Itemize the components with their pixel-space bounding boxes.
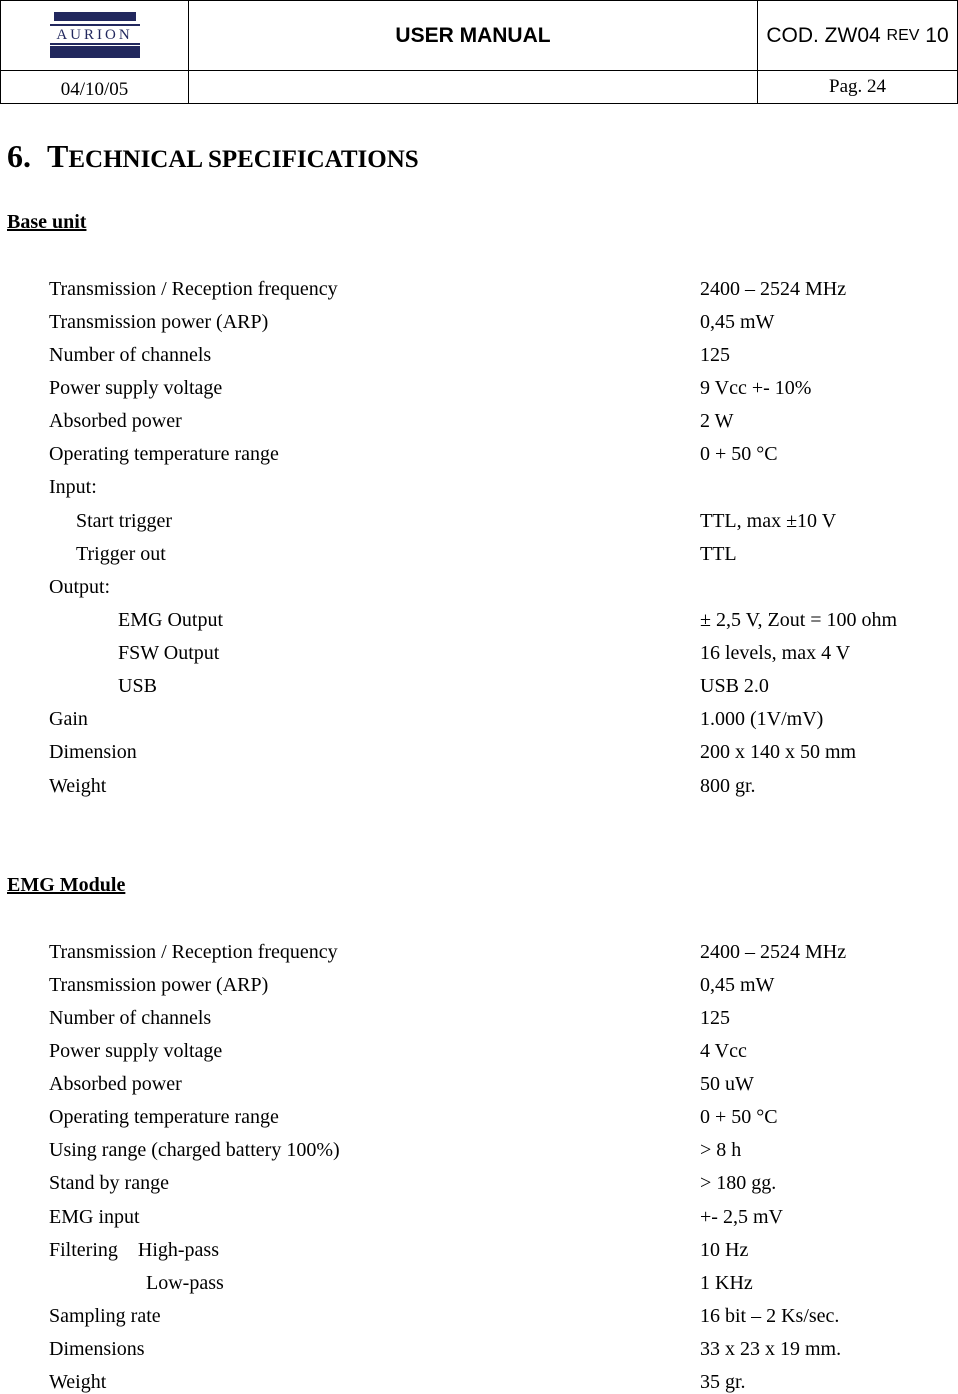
emg-spec-value: 50 uW: [700, 1073, 754, 1095]
logo-cell: [0, 0, 189, 71]
emg-spec-value: 0,45 mW: [700, 974, 775, 996]
base-spec-label: Weight: [49, 775, 107, 797]
base-spec-label: Number of channels: [49, 344, 212, 366]
emg-spec-label: Low-pass: [146, 1272, 224, 1294]
base-spec-value: 2400 – 2524 MHz: [700, 278, 847, 300]
aurion-logo: [48, 12, 142, 60]
emg-spec-label: Stand by range: [49, 1172, 169, 1194]
logo-text: AURION: [56, 26, 133, 43]
emg-spec-value: 16 bit – 2 Ks/sec.: [700, 1305, 840, 1327]
base-spec-value: 2 W: [700, 410, 734, 432]
base-spec-label: Input:: [49, 476, 97, 498]
rev-number: 10: [925, 23, 949, 47]
emg-spec-label: Filtering High-pass: [49, 1239, 219, 1261]
code-prefix: COD. ZW04: [766, 23, 881, 47]
emg-spec-label: Power supply voltage: [49, 1040, 223, 1062]
emg-spec-value: 0 + 50 °C: [700, 1106, 778, 1128]
base-spec-label: EMG Output: [118, 609, 223, 631]
base-spec-label: Start trigger: [76, 510, 173, 532]
emg-spec-label: Transmission / Reception frequency: [49, 941, 338, 963]
base-spec-label: Operating temperature range: [49, 443, 279, 465]
base-spec-value: 800 gr.: [700, 775, 756, 797]
emg-spec-value: 10 Hz: [700, 1239, 749, 1261]
base-spec-value: TTL, max ±10 V: [700, 510, 837, 532]
base-spec-value: 9 Vcc +- 10%: [700, 377, 812, 399]
emg-spec-value: 125: [700, 1007, 730, 1029]
base-spec-label: Power supply voltage: [49, 377, 223, 399]
emg-spec-label: Dimensions: [49, 1338, 145, 1360]
base-spec-label: Trigger out: [76, 543, 166, 565]
base-spec-value: TTL: [700, 543, 737, 565]
base-spec-value: ± 2,5 V, Zout = 100 ohm: [700, 609, 898, 631]
section-title-cap: T: [47, 138, 69, 174]
base-unit-heading: Base unit: [7, 211, 87, 233]
emg-spec-value: +- 2,5 mV: [700, 1206, 783, 1228]
logo-bar-bottom: [50, 46, 140, 58]
rev-label: REV: [886, 26, 920, 44]
emg-spec-value: > 180 gg.: [700, 1172, 777, 1194]
header-empty-cell: [188, 70, 758, 104]
base-spec-label: Transmission power (ARP): [49, 311, 269, 333]
emg-spec-label: Transmission power (ARP): [49, 974, 269, 996]
base-spec-value: 125: [700, 344, 730, 366]
base-spec-label: FSW Output: [118, 642, 220, 664]
base-spec-label: Output:: [49, 576, 111, 598]
base-spec-label: Transmission / Reception frequency: [49, 278, 338, 300]
document-header: [0, 0, 958, 104]
base-spec-value: 16 levels, max 4 V: [700, 642, 851, 664]
base-spec-label: Dimension: [49, 741, 137, 763]
base-spec-label: Gain: [49, 708, 88, 730]
section-title: [7, 138, 419, 175]
emg-spec-label: Absorbed power: [49, 1073, 182, 1095]
manual-title: USER MANUAL: [188, 0, 758, 71]
base-spec-value: USB 2.0: [700, 675, 769, 697]
emg-spec-value: 35 gr.: [700, 1371, 746, 1393]
base-spec-label: USB: [118, 675, 157, 697]
logo-rule-bottom: [50, 43, 140, 45]
emg-spec-value: > 8 h: [700, 1139, 742, 1161]
page-number: Pag. 24: [757, 70, 958, 104]
emg-spec-label: Using range (charged battery 100%): [49, 1139, 340, 1161]
document-code: [757, 0, 958, 71]
logo-bar-top: [54, 12, 136, 21]
emg-spec-label: Operating temperature range: [49, 1106, 279, 1128]
section-title-rest: ECHNICAL SPECIFICATIONS: [68, 146, 419, 173]
emg-spec-label: Sampling rate: [49, 1305, 161, 1327]
emg-spec-value: 1 KHz: [700, 1272, 753, 1294]
emg-spec-value: 33 x 23 x 19 mm.: [700, 1338, 842, 1360]
base-spec-label: Absorbed power: [49, 410, 182, 432]
base-spec-value: 1.000 (1V/mV): [700, 708, 824, 730]
document-date: 04/10/05: [0, 70, 189, 104]
emg-spec-label: Number of channels: [49, 1007, 212, 1029]
emg-spec-label: Weight: [49, 1371, 107, 1393]
base-spec-value: 0 + 50 °C: [700, 443, 778, 465]
base-spec-value: 200 x 140 x 50 mm: [700, 741, 857, 763]
section-number: 6.: [7, 138, 31, 174]
emg-spec-value: 2400 – 2524 MHz: [700, 941, 847, 963]
base-spec-value: 0,45 mW: [700, 311, 775, 333]
emg-spec-value: 4 Vcc: [700, 1040, 747, 1062]
emg-module-heading: EMG Module: [7, 874, 126, 896]
emg-spec-label: EMG input: [49, 1206, 140, 1228]
